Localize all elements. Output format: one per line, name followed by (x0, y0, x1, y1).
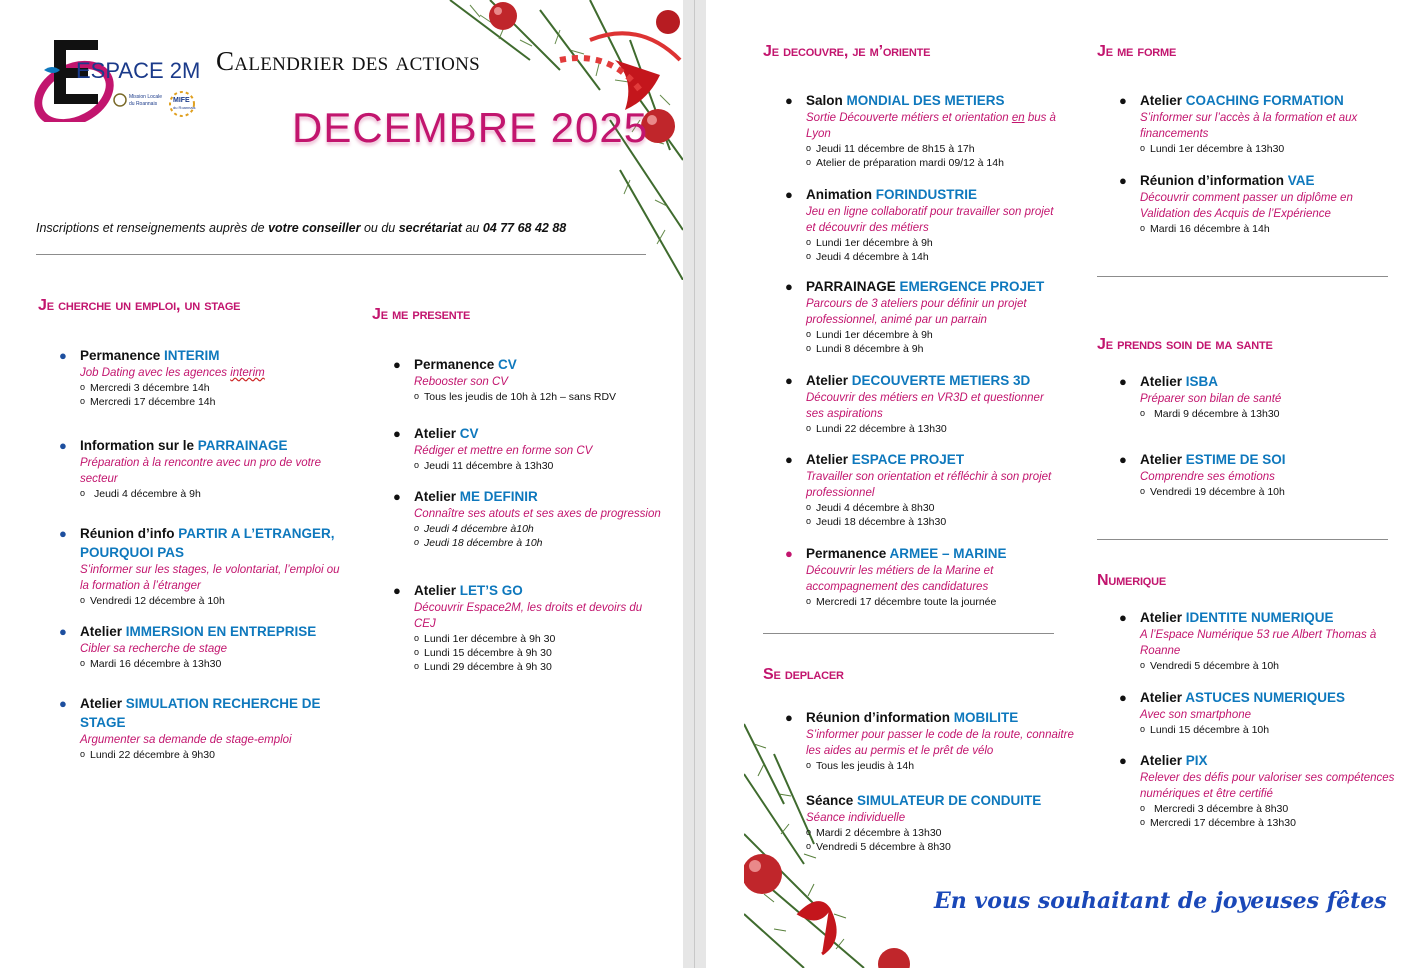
divider (36, 254, 646, 255)
svg-text:Mission Locale: Mission Locale (129, 94, 163, 100)
section-numerique (1114, 608, 1399, 830)
section-deplacer (780, 708, 1080, 854)
phone-number: 04 77 68 42 88 (482, 221, 567, 235)
svg-text:MIFE: MIFE (173, 97, 190, 104)
list-item: ● Animation FORINDUSTRIE Jeu en ligne collaboratif pour travailler son projet et découvrir des métiers o Lundi 1er décembre à 9h o Jeudi 4 décembre à 14h (780, 185, 1060, 277)
svg-text:du Roannais: du Roannais (173, 105, 196, 110)
divider (763, 633, 1054, 634)
logo-brand: ESPACE 2M (76, 58, 201, 83)
svg-text:du Roannais: du Roannais (129, 101, 158, 107)
list-item: ● Atelier ISBA Préparer son bilan de santé o Mardi 9 décembre à 13h30 (1114, 372, 1394, 450)
section-presente (388, 355, 663, 674)
section-title-sante: Je prends soin de ma sante (1097, 336, 1273, 353)
list-item: ● Atelier ESPACE PROJET Travailler son orientation et réfléchir à son projet professionnel o Jeudi 4 décembre à 8h30 o Jeudi 18 décembre à 13h30 (780, 450, 1060, 544)
list-item: ● Atelier IMMERSION EN ENTREPRISE Cibler sa recherche de stage o Mardi 16 décembre à 13h30 (54, 622, 344, 694)
section-forme (1114, 91, 1394, 236)
list-item: Séance SIMULATEUR DE CONDUITE Séance individuelle o Mardi 2 décembre à 13h30 o Vendredi 5 décembre à 8h30 (780, 791, 1080, 854)
page-right (706, 0, 1425, 968)
list-item: ● PARRAINAGE EMERGENCE PROJET Parcours de 3 ateliers pour définir un projet professionnel, animé par un parrain o Lundi 1er décembre à 9h o Lundi 8 décembre à 9h (780, 277, 1060, 371)
section-title-deplacer: Se deplacer (763, 666, 844, 683)
list-item: ● Réunion d’info PARTIR A L’ETRANGER, POURQUOI PAS S’informer sur les stages, le volontariat, l’emploi ou la formation à l’étranger o Vendredi 12 décembre à 10h (54, 524, 344, 622)
page-left (0, 0, 683, 968)
inscription-note: Inscriptions et renseignements auprès de votre conseiller ou du secrétariat au 04 77 68 42 88 (36, 221, 567, 235)
section-title-emploi: Je cherche un emploi, un stage (38, 297, 241, 314)
section-title-forme: Je me forme (1097, 43, 1177, 60)
greeting-text: En vous souhaitant de joyeuses fêtes (934, 888, 1387, 914)
list-item: ● Atelier IDENTITE NUMERIQUE A l’Espace Numérique 53 rue Albert Thomas à Roanne o Vendredi 5 décembre à 10h (1114, 608, 1399, 688)
list-item: ● Atelier ME DEFINIR Connaître ses atouts et ses axes de progression o Jeudi 4 décembre à10h o Jeudi 18 décembre à 10h (388, 487, 663, 581)
list-item: ● Atelier PIX Relever des défis pour valoriser ses compétences numériques et être certifié o Mercredi 3 décembre à 8h30 o Mercredi 17 décembre à 13h30 (1114, 751, 1399, 830)
page-gutter (683, 0, 706, 968)
list-item: ● Réunion d’information VAE Découvrir comment passer un diplôme en Validation des Acquis de l’Expérience o Mardi 16 décembre à 14h (1114, 171, 1394, 236)
section-title-numerique: Numerique (1097, 572, 1167, 589)
list-item: ● Atelier CV Rédiger et mettre en forme son CV o Jeudi 11 décembre à 13h30 (388, 424, 663, 487)
section-sante (1114, 372, 1394, 499)
list-item: ● Permanence ARMEE – MARINE Découvrir les métiers de la Marine et accompagnement des candidatures o Mercredi 17 décembre toute la journée (780, 544, 1060, 609)
divider (1097, 539, 1388, 540)
list-item: ● Atelier SIMULATION RECHERCHE DE STAGE Argumenter sa demande de stage-emploi o Lundi 22 décembre à 9h30 (54, 694, 344, 762)
list-item: ● Atelier DECOUVERTE METIERS 3D Découvrir des métiers en VR3D et questionner ses aspirations o Lundi 22 décembre à 13h30 (780, 371, 1060, 450)
list-item: ● Information sur le PARRAINAGE Préparation à la rencontre avec un pro de votre secteur o Jeudi 4 décembre à 9h (54, 436, 344, 524)
section-oriente (780, 91, 1060, 609)
section-emploi (54, 346, 344, 762)
section-title-oriente: Je decouvre, je m’oriente (763, 43, 931, 60)
divider (1097, 276, 1388, 277)
page-title: Calendrier des actions (216, 46, 480, 76)
espace2m-logo (34, 36, 204, 122)
list-item: ● Atelier COACHING FORMATION S’informer sur l’accès à la formation et aux financements o Lundi 1er décembre à 13h30 (1114, 91, 1394, 171)
list-item: ● Permanence INTERIM Job Dating avec les agences interim o Mercredi 3 décembre 14h o Mercredi 17 décembre 14h (54, 346, 344, 436)
month-title: DECEMBRE 2025 (292, 104, 649, 151)
list-item: ● Permanence CV Rebooster son CV o Tous les jeudis de 10h à 12h – sans RDV (388, 355, 663, 424)
section-title-presente: Je me presente (372, 306, 471, 323)
list-item: ● Atelier ASTUCES NUMERIQUES Avec son smartphone o Lundi 15 décembre à 10h (1114, 688, 1399, 751)
list-item: ● Réunion d’information MOBILITE S’informer pour passer le code de la route, connaitre les aides au permis et le prêt de vélo o Tous les jeudis à 14h (780, 708, 1080, 791)
list-item: ● Atelier ESTIME DE SOI Comprendre ses émotions o Vendredi 19 décembre à 10h (1114, 450, 1394, 499)
list-item: ● Salon MONDIAL DES METIERS Sortie Découverte métiers et orientation en bus à Lyon o Jeudi 11 décembre de 8h15 à 17h o Atelier de préparation mardi 09/12 à 14h (780, 91, 1060, 185)
list-item: ● Atelier LET’S GO Découvrir Espace2M, les droits et devoirs du CEJ o Lundi 1er décembre à 9h 30 o Lundi 15 décembre à 9h 30 o Lundi 29 décembre à 9h 30 (388, 581, 663, 674)
